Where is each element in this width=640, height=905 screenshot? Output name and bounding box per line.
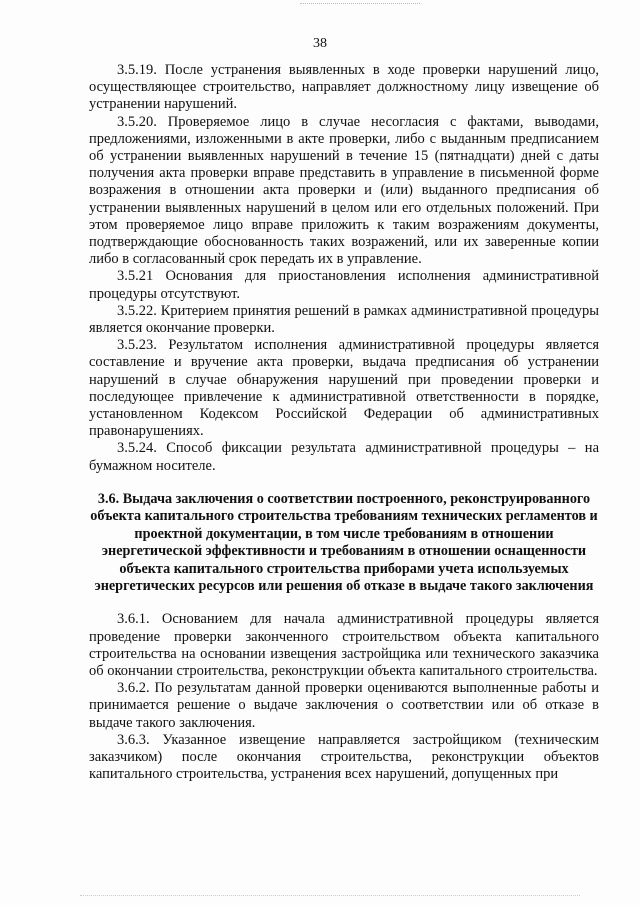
paragraph-3-6-1: 3.6.1. Основанием для начала административной процедуры является проведение проверки законченного строительством объекта капитального строительства на основании извещения застройщика или технического заказчика об окончании строительства, реконструкции объекта капитального строительства.: [89, 611, 599, 679]
paragraph-3-5-23: 3.5.23. Результатом исполнения административной процедуры является составление и вручение акта проверки, выдача предписания об устранении нарушений в случае обнаружения нарушений при проведении проверки и последующее привлечение к административной ответственности в порядке, установленном Кодексом Российской Федерации об административных правонарушениях.: [89, 337, 599, 440]
scan-bottom-mark: [80, 895, 580, 896]
page-number: 38: [313, 36, 327, 51]
section-heading-3-6: 3.6. Выдача заключения о соответствии построенного, реконструированного объекта капитального строительства требованиям технических регламентов и проектной документации, в том числе требованиям в отношении энергетической эффективности и требованиям в отношении оснащенности объекта капитального строительства приборами учета используемых энергетических ресурсов или решения об отказе в выдаче такого заключения: [90, 490, 598, 594]
paragraph-3-5-20: 3.5.20. Проверяемое лицо в случае несогласия с фактами, выводами, предложениями, изложенными в акте проверки, либо с выданным предписанием об устранении выявленных нарушений в течение 15 (пятнадцати) дней с даты получения акта проверки вправе представить в управление в письменной форме возражения в отношении акта проверки и (или) выданного предписания об устранении выявленных нарушений в целом или его отдельных положений. При этом проверяемое лицо вправе приложить к таким возражениям документы, подтверждающие обоснованность таких возражений, или их заверенные копии либо в согласованный срок передать их в управление.: [89, 113, 599, 268]
paragraph-3-5-22: 3.5.22. Критерием принятия решений в рамках административной процедуры является окончание проверки.: [89, 302, 599, 337]
paragraph-3-6-3: 3.6.3. Указанное извещение направляется застройщиком (техническим заказчиком) после окончания строительства, реконструкции объектов капитального строительства, устранения всех нарушений, допущенных при: [89, 731, 599, 783]
paragraph-3-5-21: 3.5.21 Основания для приостановления исполнения административной процедуры отсутствуют.: [89, 268, 599, 302]
paragraph-3-5-24: 3.5.24. Способ фиксации результата административной процедуры – на бумажном носителе.: [89, 440, 599, 474]
scan-edge-mark: [300, 3, 420, 4]
document-body: [89, 62, 599, 783]
paragraph-3-6-2: 3.6.2. По результатам данной проверки оцениваются выполненные работы и принимается решение о выдаче заключения о соответствии или об отказе в выдаче такого заключения.: [89, 680, 599, 731]
paragraph-3-5-19: 3.5.19. После устранения выявленных в ходе проверки нарушений лицо, осуществляющее строительство, направляет должностному лицу извещение об устранении нарушений.: [89, 62, 599, 113]
